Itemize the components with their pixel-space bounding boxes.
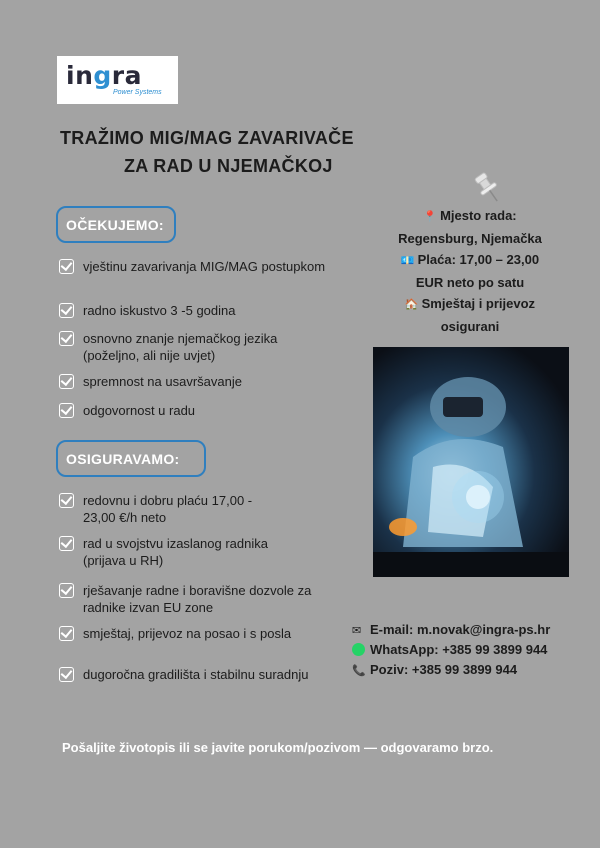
checkbox-icon: [59, 493, 74, 508]
checkbox-icon: [59, 536, 74, 551]
checkbox-icon: [59, 667, 74, 682]
list-item: osnovno znanje njemačkog jezika (poželjno, ali nije uvjet): [59, 330, 359, 364]
list-item: vještinu zavarivanja MIG/MAG postupkom: [59, 258, 359, 275]
headline-line-1: TRAŽIMO MIG/MAG ZAVARIVAČE: [60, 128, 354, 148]
checkbox-icon: [59, 259, 74, 274]
envelope-icon: ✉: [352, 625, 362, 637]
list-item: redovnu i dobru plaću 17,00 - 23,00 €/h neto: [59, 492, 359, 526]
checkbox-icon: [59, 626, 74, 641]
checkbox-icon: [59, 374, 74, 389]
list-item: rješavanje radne i boravišne dozvole za radnike izvan EU zone: [59, 582, 359, 616]
list-item: radno iskustvo 3 -5 godina: [59, 302, 359, 319]
offer-heading: OSIGURAVAMO:: [56, 440, 206, 477]
push-pin-icon: [470, 170, 506, 206]
email-contact[interactable]: ✉ E-mail: m.novak@ingra-ps.hr: [352, 622, 551, 637]
phone-icon: 📞: [352, 665, 366, 677]
expectations-heading: OČEKUJEMO:: [56, 206, 176, 243]
house-icon: 🏠: [404, 299, 419, 311]
footer-call-to-action: Pošaljite životopis ili se javite porukom/pozivom — odgovaramo brzo.: [62, 740, 494, 755]
job-details: [370, 205, 570, 337]
pay-line-1: Plaća: 17,00 – 23,00: [417, 252, 540, 267]
welder-photo: [373, 347, 569, 577]
location-value: Regensburg, Njemačka: [398, 231, 542, 246]
list-item: rad u svojstvu izaslanog radnika (prijava u RH): [59, 535, 359, 569]
logo-subtitle: Power Systems: [113, 89, 162, 96]
checkbox-icon: [59, 303, 74, 318]
pay-line-2: EUR neto po satu: [415, 275, 525, 290]
location-label: Mjesto rada:: [440, 208, 517, 223]
list-item: spremnost na usavršavanje: [59, 373, 359, 390]
list-item: smještaj, prijevoz na posao i s posla: [59, 625, 359, 642]
list-item: dugoročna gradilišta i stabilnu suradnju: [59, 666, 359, 683]
housing-line-1: Smještaj i prijevoz: [421, 296, 536, 311]
whatsapp-icon: [352, 643, 365, 656]
list-item: odgovornost u radu: [59, 402, 359, 419]
location-pin-icon: 📍: [423, 211, 438, 223]
company-logo: [57, 56, 178, 104]
checkbox-icon: [59, 583, 74, 598]
housing-line-2: osigurani: [440, 319, 500, 334]
checkbox-icon: [59, 403, 74, 418]
money-icon: 💶: [400, 255, 415, 267]
headline-line-2: ZA RAD U NJEMAČKOJ: [124, 156, 333, 176]
whatsapp-contact[interactable]: WhatsApp: +385 99 3899 944: [352, 642, 547, 657]
logo-wordmark: ingra: [66, 61, 142, 90]
phone-contact[interactable]: 📞 Poziv: +385 99 3899 944: [352, 662, 518, 677]
checkbox-icon: [59, 331, 74, 346]
